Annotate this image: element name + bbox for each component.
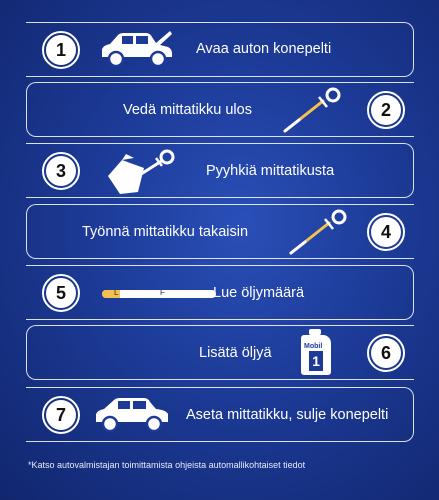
dipstick-icon [279,85,349,135]
step-7-number: 7 [46,400,76,430]
step-2-text: Vedä mittatikku ulos [123,102,252,118]
car-hood-open-icon [96,29,176,69]
step-7-text: Aseta mittatikku, sulje konepelti [186,407,389,423]
step-5-box [26,265,414,320]
step-3-box [26,143,414,198]
bottle-number: 1 [309,351,323,371]
step-1-number: 1 [46,35,76,65]
step-6-text: Lisätä öljyä [199,345,272,361]
step-3-number: 3 [46,156,76,186]
step-5-text: Lue öljymäärä [213,285,305,301]
dipstick-icon [285,207,355,257]
step-6-box [26,325,414,380]
rag-dipstick-icon [104,146,176,196]
step-2-number: 2 [371,95,401,125]
bottle-brand: Mobil [304,343,323,350]
oil-bottle-icon [301,329,331,375]
footnote: *Katso autovalmistajan toimittamista ohjeista automallikohtaiset tiedot [28,460,306,470]
step-5-number: 5 [46,278,76,308]
step-1-box [26,22,414,77]
step-6-number: 6 [371,338,401,368]
gauge-full-label: F [160,290,165,297]
car-icon [92,394,172,434]
step-2-box [26,82,414,137]
step-4-box [26,204,414,259]
step-3-text: Pyyhkiä mittatikusta [206,163,335,179]
step-4-number: 4 [371,217,401,247]
gauge-low-label: L [114,290,119,297]
step-1-text: Avaa auton konepelti [196,41,332,57]
step-7-box [26,387,414,442]
oil-level-gauge-icon [102,290,216,298]
step-4-text: Työnnä mittatikku takaisin [82,224,249,240]
